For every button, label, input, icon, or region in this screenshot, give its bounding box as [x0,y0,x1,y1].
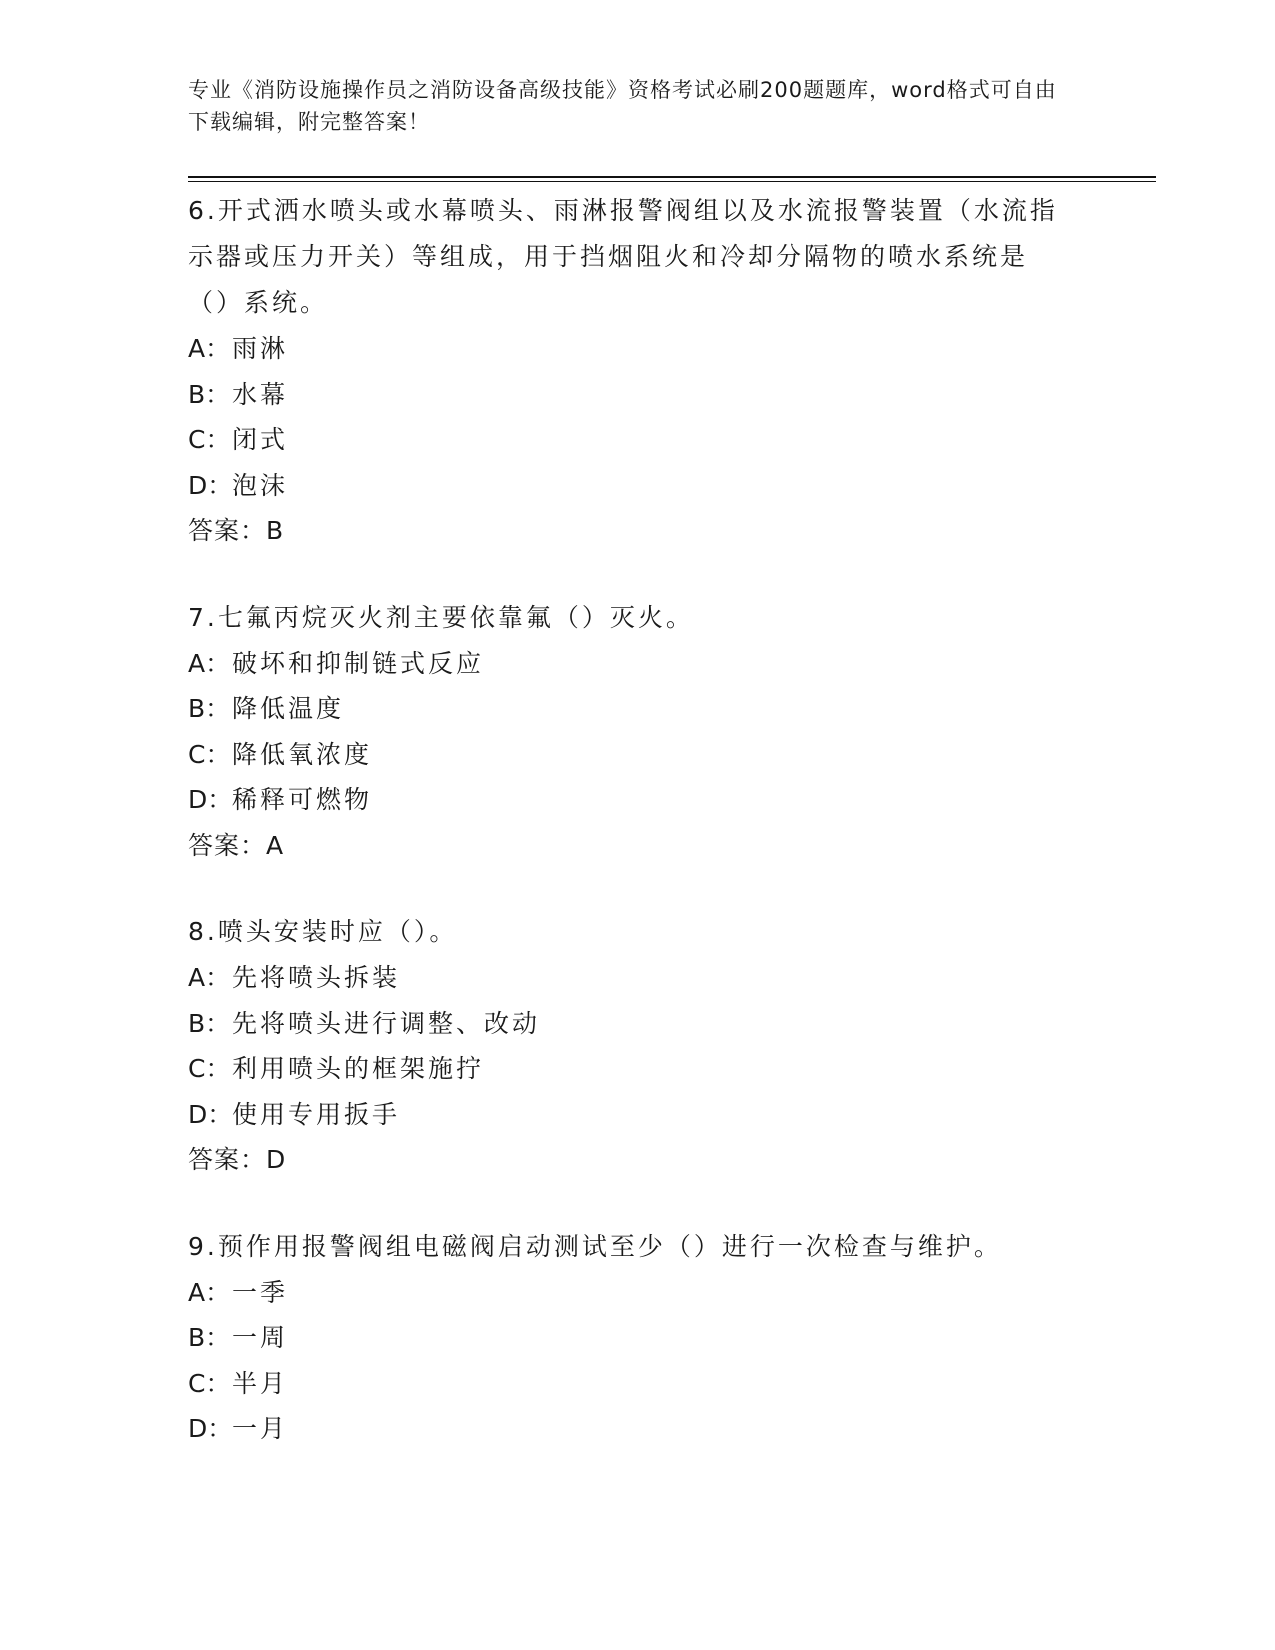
answer-text: 答案：A [188,830,285,860]
answer-text: 答案：B [188,516,285,545]
option-a [188,1270,1068,1316]
option-a [188,641,1068,687]
question-text: 7.七氟丙烷灭火剂主要依靠氟（）灭火。 [188,602,694,632]
option-letter: B： [188,1008,231,1038]
option-letter: C： [188,739,231,769]
option-text: 破坏和抑制链式反应 [232,648,485,678]
answer-text: 答案：D [188,1145,287,1174]
header-rule-thick [188,176,1156,178]
question-text: 9.预作用报警阀组电磁阀启动测试至少（）进行一次检查与维护。 [188,1231,1002,1261]
option-text: 半月 [232,1368,289,1398]
header-rule-thin [188,181,1156,182]
question-list [188,188,1068,1493]
option-text: 利用喷头的框架施拧 [232,1054,485,1083]
option-letter: C： [188,1368,231,1398]
option-b [188,1315,1068,1361]
question-text: 6.开式洒水喷头或水幕喷头、雨淋报警阀组以及水流报警装置（水流指示器或压力开关）等组成，用于挡烟阻火和冷却分隔物的喷水系统是（）系统。 [188,196,1058,317]
option-c [188,1361,1068,1407]
option-letter: B： [188,694,231,723]
option-text: 稀释可燃物 [232,785,373,814]
document-header: 专业《消防设施操作员之消防设备高级技能》资格考试必刷200题题库，word格式可自由下载编辑，附完整答案！ [188,78,1057,134]
option-text: 泡沫 [232,470,289,500]
option-letter: D： [188,1099,233,1129]
option-d [188,777,1068,823]
option-text: 一季 [232,1277,289,1307]
option-text: 先将喷头拆装 [232,963,401,992]
option-letter: A： [188,1277,231,1307]
option-text: 一月 [232,1414,289,1443]
option-letter: D： [188,1414,233,1443]
option-d [188,463,1068,509]
option-a [188,955,1068,1001]
option-a [188,326,1068,372]
option-c [188,417,1068,463]
option-text: 水幕 [232,379,289,409]
option-c [188,732,1068,778]
option-letter: C： [188,425,231,454]
option-text: 一周 [232,1323,289,1352]
question-9 [188,1224,1068,1452]
option-d [188,1406,1068,1452]
option-letter: B： [188,379,231,409]
option-letter: D： [188,785,233,814]
option-letter: C： [188,1054,231,1083]
question-8 [188,909,1068,1183]
option-b [188,686,1068,732]
option-letter: D： [188,470,233,500]
option-text: 使用专用扳手 [232,1099,401,1129]
option-b [188,372,1068,418]
option-letter: A： [188,334,231,363]
option-c [188,1046,1068,1092]
option-text: 先将喷头进行调整、改动 [232,1008,541,1038]
option-d [188,1092,1068,1138]
option-text: 降低温度 [232,694,345,723]
option-letter: B： [188,1323,231,1352]
option-letter: A： [188,648,231,678]
option-text: 降低氧浓度 [232,739,373,769]
question-text: 8.喷头安装时应（）。 [188,917,458,946]
option-text: 雨淋 [232,334,289,363]
option-letter: A： [188,963,231,992]
option-text: 闭式 [232,425,289,454]
question-7 [188,595,1068,869]
option-b [188,1001,1068,1047]
question-6 [188,188,1068,554]
